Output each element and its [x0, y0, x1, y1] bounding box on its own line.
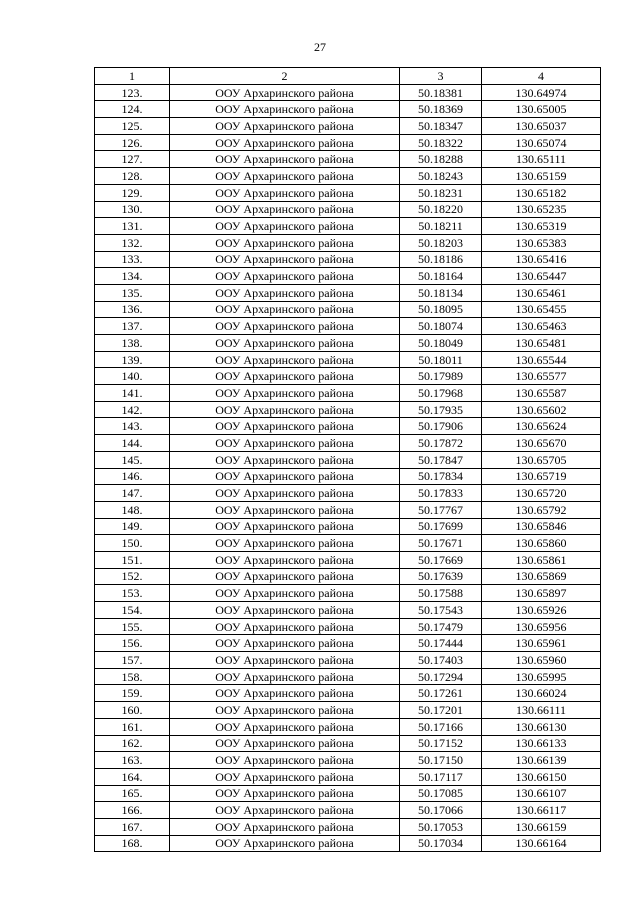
latitude-cell: 50.17066 [400, 802, 482, 819]
object-name-cell: ООУ Архаринского района [170, 535, 400, 552]
longitude-cell: 130.65235 [482, 201, 601, 218]
table-row [95, 735, 601, 752]
table-row [95, 702, 601, 719]
longitude-cell: 130.65319 [482, 218, 601, 235]
row-number-cell: 139. [95, 351, 170, 368]
row-number-cell: 144. [95, 435, 170, 452]
object-name-cell: ООУ Архаринского района [170, 802, 400, 819]
row-number-cell: 148. [95, 501, 170, 518]
table-row [95, 818, 601, 835]
longitude-cell: 130.65577 [482, 368, 601, 385]
row-number-cell: 143. [95, 418, 170, 435]
row-number-cell: 145. [95, 451, 170, 468]
longitude-cell: 130.65861 [482, 551, 601, 568]
object-name-cell: ООУ Архаринского района [170, 385, 400, 402]
row-number-cell: 123. [95, 84, 170, 101]
latitude-cell: 50.18211 [400, 218, 482, 235]
longitude-cell: 130.66117 [482, 802, 601, 819]
table-row [95, 635, 601, 652]
table-row [95, 168, 601, 185]
latitude-cell: 50.17989 [400, 368, 482, 385]
latitude-cell: 50.18049 [400, 335, 482, 352]
row-number-cell: 126. [95, 134, 170, 151]
row-number-cell: 124. [95, 101, 170, 118]
latitude-cell: 50.17201 [400, 702, 482, 719]
row-number-cell: 131. [95, 218, 170, 235]
table-row [95, 351, 601, 368]
row-number-cell: 125. [95, 118, 170, 135]
object-name-cell: ООУ Архаринского района [170, 335, 400, 352]
table-row [95, 184, 601, 201]
table-row [95, 284, 601, 301]
object-name-cell: ООУ Архаринского района [170, 184, 400, 201]
latitude-cell: 50.18347 [400, 118, 482, 135]
latitude-cell: 50.18243 [400, 168, 482, 185]
object-name-cell: ООУ Архаринского района [170, 568, 400, 585]
object-name-cell: ООУ Архаринского района [170, 401, 400, 418]
object-name-cell: ООУ Архаринского района [170, 585, 400, 602]
longitude-cell: 130.65926 [482, 602, 601, 619]
longitude-cell: 130.66139 [482, 752, 601, 769]
latitude-cell: 50.17588 [400, 585, 482, 602]
object-name-cell: ООУ Архаринского района [170, 785, 400, 802]
row-number-cell: 142. [95, 401, 170, 418]
latitude-cell: 50.17444 [400, 635, 482, 652]
table-row [95, 218, 601, 235]
object-name-cell: ООУ Архаринского района [170, 318, 400, 335]
table-row [95, 368, 601, 385]
longitude-cell: 130.65159 [482, 168, 601, 185]
row-number-cell: 136. [95, 301, 170, 318]
table-row [95, 802, 601, 819]
longitude-cell: 130.65995 [482, 668, 601, 685]
object-name-cell: ООУ Архаринского района [170, 735, 400, 752]
longitude-cell: 130.65481 [482, 335, 601, 352]
longitude-cell: 130.65719 [482, 468, 601, 485]
row-number-cell: 147. [95, 485, 170, 502]
object-name-cell: ООУ Архаринского района [170, 234, 400, 251]
latitude-cell: 50.18231 [400, 184, 482, 201]
row-number-cell: 150. [95, 535, 170, 552]
longitude-cell: 130.66150 [482, 768, 601, 785]
longitude-cell: 130.64974 [482, 84, 601, 101]
latitude-cell: 50.17403 [400, 652, 482, 669]
longitude-cell: 130.66130 [482, 718, 601, 735]
latitude-cell: 50.17639 [400, 568, 482, 585]
table-row [95, 435, 601, 452]
latitude-cell: 50.17847 [400, 451, 482, 468]
table-row [95, 301, 601, 318]
longitude-cell: 130.65587 [482, 385, 601, 402]
table-row [95, 401, 601, 418]
table-row [95, 501, 601, 518]
longitude-cell: 130.65869 [482, 568, 601, 585]
table-row [95, 668, 601, 685]
latitude-cell: 50.17479 [400, 618, 482, 635]
row-number-cell: 159. [95, 685, 170, 702]
table-header-row [95, 68, 601, 85]
table-row [95, 118, 601, 135]
object-name-cell: ООУ Архаринского района [170, 101, 400, 118]
row-number-cell: 168. [95, 835, 170, 852]
latitude-cell: 50.18186 [400, 251, 482, 268]
table-row [95, 101, 601, 118]
longitude-cell: 130.65005 [482, 101, 601, 118]
longitude-cell: 130.65461 [482, 284, 601, 301]
object-name-cell: ООУ Архаринского района [170, 485, 400, 502]
longitude-cell: 130.66164 [482, 835, 601, 852]
table-row [95, 602, 601, 619]
latitude-cell: 50.17872 [400, 435, 482, 452]
table-body [95, 84, 601, 852]
table-row [95, 468, 601, 485]
row-number-cell: 134. [95, 268, 170, 285]
table-row [95, 752, 601, 769]
row-number-cell: 161. [95, 718, 170, 735]
table-row [95, 551, 601, 568]
object-name-cell: ООУ Архаринского района [170, 84, 400, 101]
longitude-cell: 130.65037 [482, 118, 601, 135]
object-name-cell: ООУ Архаринского района [170, 602, 400, 619]
longitude-cell: 130.65670 [482, 435, 601, 452]
table-row [95, 518, 601, 535]
longitude-cell: 130.65074 [482, 134, 601, 151]
table-row [95, 234, 601, 251]
object-name-cell: ООУ Архаринского района [170, 501, 400, 518]
row-number-cell: 165. [95, 785, 170, 802]
table-row [95, 418, 601, 435]
table-row [95, 568, 601, 585]
row-number-cell: 132. [95, 234, 170, 251]
object-name-cell: ООУ Архаринского района [170, 151, 400, 168]
table-row [95, 201, 601, 218]
latitude-cell: 50.17968 [400, 385, 482, 402]
latitude-cell: 50.17669 [400, 551, 482, 568]
row-number-cell: 153. [95, 585, 170, 602]
latitude-cell: 50.17906 [400, 418, 482, 435]
longitude-cell: 130.66133 [482, 735, 601, 752]
latitude-cell: 50.18369 [400, 101, 482, 118]
table-row [95, 318, 601, 335]
latitude-cell: 50.17150 [400, 752, 482, 769]
longitude-cell: 130.65455 [482, 301, 601, 318]
table-row [95, 585, 601, 602]
table-row [95, 268, 601, 285]
longitude-cell: 130.65792 [482, 501, 601, 518]
row-number-cell: 140. [95, 368, 170, 385]
longitude-cell: 130.65416 [482, 251, 601, 268]
row-number-cell: 155. [95, 618, 170, 635]
latitude-cell: 50.17671 [400, 535, 482, 552]
row-number-cell: 157. [95, 652, 170, 669]
longitude-cell: 130.65447 [482, 268, 601, 285]
latitude-cell: 50.17935 [400, 401, 482, 418]
latitude-cell: 50.18322 [400, 134, 482, 151]
object-name-cell: ООУ Архаринского района [170, 435, 400, 452]
object-name-cell: ООУ Архаринского района [170, 652, 400, 669]
object-name-cell: ООУ Архаринского района [170, 168, 400, 185]
longitude-cell: 130.66107 [482, 785, 601, 802]
latitude-cell: 50.17833 [400, 485, 482, 502]
object-name-cell: ООУ Архаринского района [170, 768, 400, 785]
table-row [95, 768, 601, 785]
latitude-cell: 50.17767 [400, 501, 482, 518]
latitude-cell: 50.17152 [400, 735, 482, 752]
row-number-cell: 128. [95, 168, 170, 185]
object-name-cell: ООУ Архаринского района [170, 251, 400, 268]
object-name-cell: ООУ Архаринского района [170, 818, 400, 835]
row-number-cell: 129. [95, 184, 170, 201]
longitude-cell: 130.65463 [482, 318, 601, 335]
object-name-cell: ООУ Архаринского района [170, 268, 400, 285]
object-name-cell: ООУ Архаринского района [170, 301, 400, 318]
table-row [95, 685, 601, 702]
object-name-cell: ООУ Архаринского района [170, 351, 400, 368]
longitude-cell: 130.65111 [482, 151, 601, 168]
longitude-cell: 130.66111 [482, 702, 601, 719]
longitude-cell: 130.66159 [482, 818, 601, 835]
table-row [95, 485, 601, 502]
longitude-cell: 130.65956 [482, 618, 601, 635]
column-header-3: 3 [400, 68, 482, 85]
table-row [95, 151, 601, 168]
object-name-cell: ООУ Архаринского района [170, 752, 400, 769]
row-number-cell: 158. [95, 668, 170, 685]
table-row [95, 835, 601, 852]
row-number-cell: 166. [95, 802, 170, 819]
latitude-cell: 50.17543 [400, 602, 482, 619]
object-name-cell: ООУ Архаринского района [170, 201, 400, 218]
row-number-cell: 127. [95, 151, 170, 168]
latitude-cell: 50.17261 [400, 685, 482, 702]
latitude-cell: 50.17034 [400, 835, 482, 852]
longitude-cell: 130.65624 [482, 418, 601, 435]
row-number-cell: 160. [95, 702, 170, 719]
row-number-cell: 133. [95, 251, 170, 268]
row-number-cell: 141. [95, 385, 170, 402]
row-number-cell: 164. [95, 768, 170, 785]
coordinates-table [94, 67, 601, 852]
row-number-cell: 151. [95, 551, 170, 568]
object-name-cell: ООУ Архаринского района [170, 284, 400, 301]
longitude-cell: 130.65602 [482, 401, 601, 418]
object-name-cell: ООУ Архаринского района [170, 702, 400, 719]
object-name-cell: ООУ Архаринского района [170, 368, 400, 385]
object-name-cell: ООУ Архаринского района [170, 134, 400, 151]
row-number-cell: 135. [95, 284, 170, 301]
longitude-cell: 130.65544 [482, 351, 601, 368]
longitude-cell: 130.65897 [482, 585, 601, 602]
longitude-cell: 130.65383 [482, 234, 601, 251]
latitude-cell: 50.18381 [400, 84, 482, 101]
latitude-cell: 50.17699 [400, 518, 482, 535]
object-name-cell: ООУ Архаринского района [170, 118, 400, 135]
row-number-cell: 138. [95, 335, 170, 352]
longitude-cell: 130.65846 [482, 518, 601, 535]
object-name-cell: ООУ Архаринского района [170, 451, 400, 468]
latitude-cell: 50.18164 [400, 268, 482, 285]
object-name-cell: ООУ Архаринского района [170, 685, 400, 702]
object-name-cell: ООУ Архаринского района [170, 618, 400, 635]
latitude-cell: 50.18203 [400, 234, 482, 251]
latitude-cell: 50.18095 [400, 301, 482, 318]
row-number-cell: 130. [95, 201, 170, 218]
page-number: 27 [314, 40, 326, 54]
table-row [95, 251, 601, 268]
table-row [95, 535, 601, 552]
longitude-cell: 130.65960 [482, 652, 601, 669]
row-number-cell: 137. [95, 318, 170, 335]
table-row [95, 385, 601, 402]
latitude-cell: 50.17085 [400, 785, 482, 802]
table-row [95, 335, 601, 352]
row-number-cell: 162. [95, 735, 170, 752]
table-row [95, 718, 601, 735]
table-row [95, 451, 601, 468]
table-row [95, 652, 601, 669]
latitude-cell: 50.17834 [400, 468, 482, 485]
table-row [95, 84, 601, 101]
object-name-cell: ООУ Архаринского района [170, 718, 400, 735]
latitude-cell: 50.17053 [400, 818, 482, 835]
row-number-cell: 154. [95, 602, 170, 619]
object-name-cell: ООУ Архаринского района [170, 518, 400, 535]
column-header-2: 2 [170, 68, 400, 85]
longitude-cell: 130.66024 [482, 685, 601, 702]
latitude-cell: 50.17166 [400, 718, 482, 735]
object-name-cell: ООУ Архаринского района [170, 635, 400, 652]
column-header-1: 1 [95, 68, 170, 85]
object-name-cell: ООУ Архаринского района [170, 668, 400, 685]
row-number-cell: 152. [95, 568, 170, 585]
table-row [95, 618, 601, 635]
latitude-cell: 50.18074 [400, 318, 482, 335]
object-name-cell: ООУ Архаринского района [170, 551, 400, 568]
row-number-cell: 163. [95, 752, 170, 769]
latitude-cell: 50.18011 [400, 351, 482, 368]
latitude-cell: 50.18220 [400, 201, 482, 218]
longitude-cell: 130.65182 [482, 184, 601, 201]
object-name-cell: ООУ Архаринского района [170, 835, 400, 852]
table-row [95, 134, 601, 151]
longitude-cell: 130.65860 [482, 535, 601, 552]
object-name-cell: ООУ Архаринского района [170, 218, 400, 235]
longitude-cell: 130.65961 [482, 635, 601, 652]
row-number-cell: 167. [95, 818, 170, 835]
table-row [95, 785, 601, 802]
object-name-cell: ООУ Архаринского района [170, 418, 400, 435]
latitude-cell: 50.18288 [400, 151, 482, 168]
longitude-cell: 130.65705 [482, 451, 601, 468]
latitude-cell: 50.18134 [400, 284, 482, 301]
column-header-4: 4 [482, 68, 601, 85]
row-number-cell: 156. [95, 635, 170, 652]
row-number-cell: 146. [95, 468, 170, 485]
latitude-cell: 50.17294 [400, 668, 482, 685]
longitude-cell: 130.65720 [482, 485, 601, 502]
row-number-cell: 149. [95, 518, 170, 535]
object-name-cell: ООУ Архаринского района [170, 468, 400, 485]
latitude-cell: 50.17117 [400, 768, 482, 785]
